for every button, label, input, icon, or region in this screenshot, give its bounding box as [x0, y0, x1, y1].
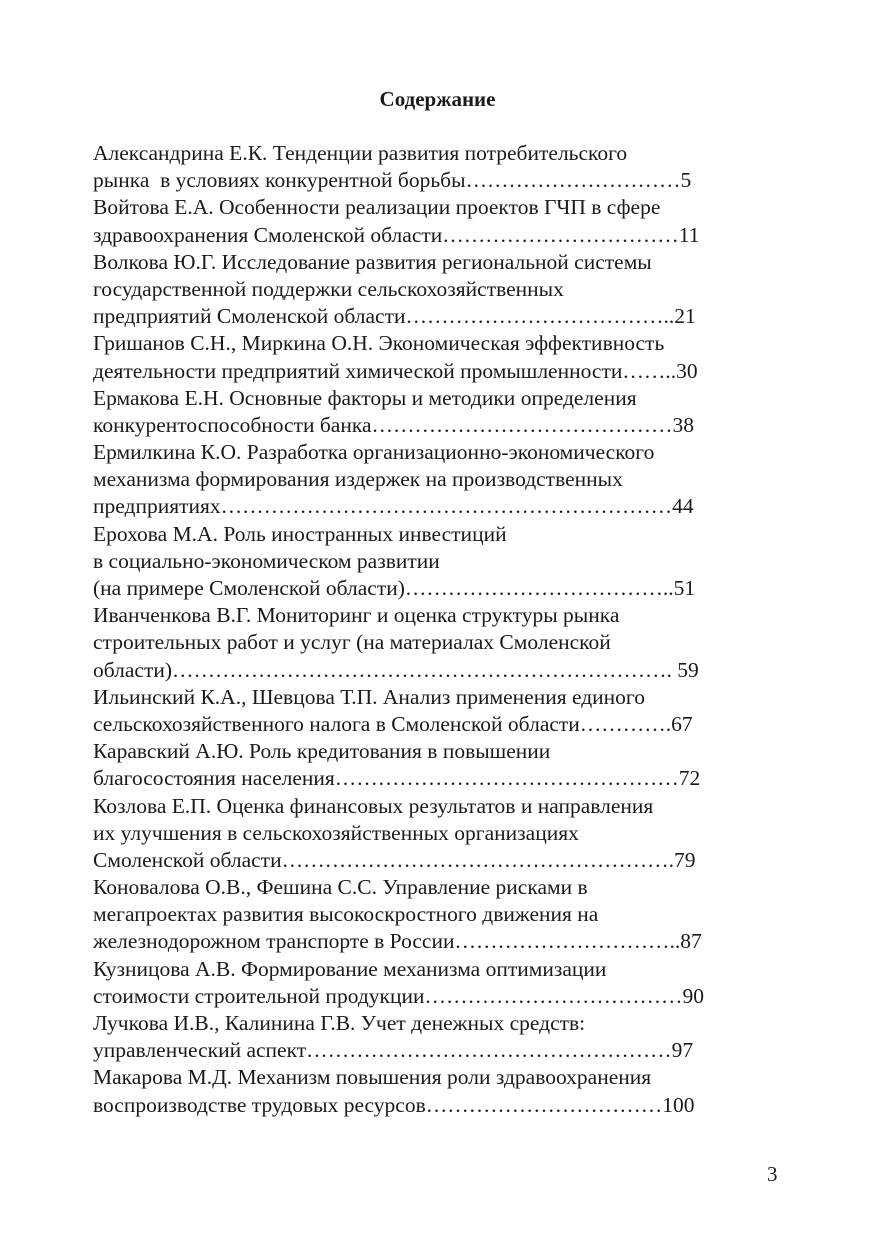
toc-line: Ерохова М.А. Роль иностранных инвестиций	[93, 521, 507, 546]
toc-line: благосостояния населения…………………………………………72	[93, 766, 701, 791]
toc-line: Александрина Е.К. Тенденции развития потребительского	[93, 141, 628, 165]
toc-line: Лучкова И.В., Калинина Г.В. Учет денежных средств:	[93, 1011, 586, 1035]
toc-line: строительных работ и услуг (на материалах Смоленской	[93, 630, 611, 655]
toc-line: Войтова Е.А. Особенности реализации проектов ГЧП в сфере	[93, 195, 661, 220]
toc-line: рынка в условиях конкурентной борьбы…………………………5	[93, 168, 692, 193]
toc-line: их улучшения в сельскохозяйственных организациях	[93, 820, 579, 845]
toc-line: Ильинский К.А., Шевцова Т.П. Анализ применения единого	[93, 684, 645, 709]
toc-line: воспроизводстве трудовых ресурсов……………………………100	[93, 1092, 695, 1117]
toc-line: стоимости строительной продукции………………………………90	[93, 983, 704, 1008]
toc-line: Макарова М.Д. Механизм повышения роли здравоохранения	[93, 1065, 652, 1090]
toc-line: Коновалова О.В., Фешина С.С. Управление рисками в	[93, 875, 588, 900]
toc-line: сельскохозяйственного налога в Смоленской области………….67	[93, 711, 693, 736]
toc-line: механизма формирования издержек на производственных	[93, 467, 623, 492]
toc-line: Кузницова А.В. Формирование механизма оптимизации	[93, 956, 607, 981]
toc-line: Иванченкова В.Г. Мониторинг и оценка структуры рынка	[93, 603, 620, 628]
table-of-contents	[93, 140, 773, 1119]
toc-line: Волкова Ю.Г. Исследование развития региональной системы	[93, 249, 652, 274]
toc-line: Ермакова Е.Н. Основные факторы и методики определения	[93, 385, 637, 410]
toc-line: железнодорожном транспорте в России…………………………..87	[93, 929, 702, 954]
toc-line: конкурентоспособности банка……………………………………38	[93, 412, 695, 437]
page-number: 3	[767, 1162, 778, 1186]
toc-line: мегапроектах развития высокоскростного движения на	[93, 902, 599, 927]
toc-line: в социально-экономическом развитии	[93, 548, 440, 573]
toc-line: предприятиях………………………………………………………44	[93, 494, 694, 519]
toc-line: Каравский А.Ю. Роль кредитования в повышении	[93, 739, 551, 764]
toc-line: Гришанов С.Н., Миркина О.Н. Экономическая эффективность	[93, 331, 665, 356]
toc-line: Козлова Е.П. Оценка финансовых результатов и направления	[93, 793, 654, 818]
toc-line: управленческий аспект……………………………………………97	[93, 1038, 694, 1063]
toc-line: Ермилкина К.О. Разработка организационно-экономического	[93, 440, 655, 465]
toc-line: Смоленской области……………………………………………….79	[93, 847, 696, 872]
toc-line: предприятий Смоленской области………………………………..21	[93, 304, 696, 329]
toc-line: деятельности предприятий химической промышленности……..30	[93, 358, 698, 383]
toc-line: здравоохранения Смоленской области……………………………11	[93, 222, 700, 247]
page-title: Содержание	[379, 87, 496, 111]
toc-line: области)……………………………………………………………. 59	[93, 657, 699, 682]
toc-line: (на примере Смоленской области)………………………………..51	[93, 576, 696, 600]
toc-line: государственной поддержки сельскохозяйственных	[93, 276, 564, 301]
